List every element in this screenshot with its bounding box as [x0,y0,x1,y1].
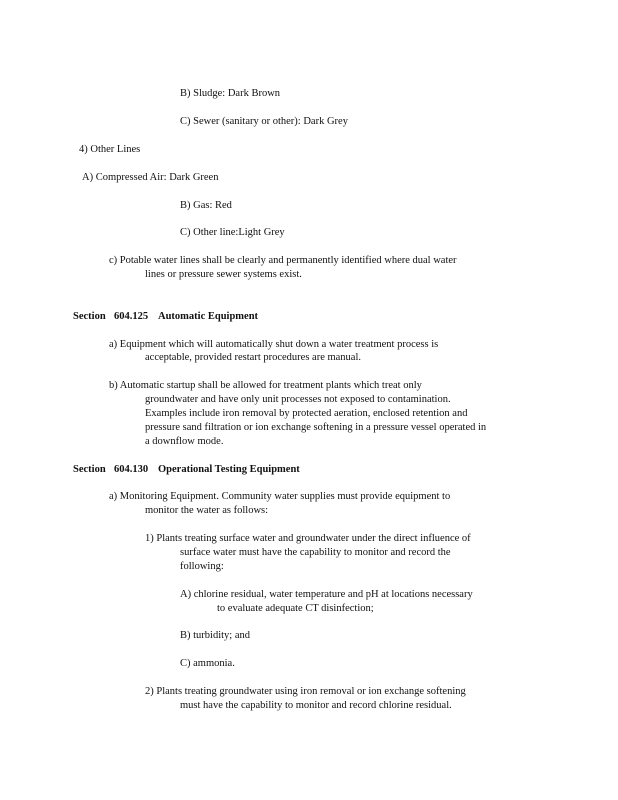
text-line: to evaluate adequate CT disinfection; [217,603,374,614]
text-line: C) Other line:Light Grey [180,227,285,238]
section-label: Section [73,311,106,322]
text-line: C) Sewer (sanitary or other): Dark Grey [180,116,348,127]
text-line: pressure sand filtration or ion exchange softening in a pressure vessel operated in [145,422,487,433]
text-line: A) Compressed Air: Dark Green [82,172,219,183]
text-line: b) Automatic startup shall be allowed for treatment plants which treat only [109,380,422,391]
text-line: groundwater and have only unit processes not exposed to contamination. [145,394,451,405]
text-line: surface water must have the capability to monitor and record the [180,547,451,558]
text-line: 4) Other Lines [79,144,141,155]
text-line: lines or pressure sewer systems exist. [145,269,302,280]
text-line: following: [180,561,224,572]
text-line: B) Sludge: Dark Brown [180,88,281,99]
text-line: C) ammonia. [180,658,235,669]
text-line: B) Gas: Red [180,200,232,211]
section-number: 604.130 [114,464,149,475]
text-line: must have the capability to monitor and record chlorine residual. [180,700,452,711]
text-line: a) Monitoring Equipment. Community water supplies must provide equipment to [109,491,451,502]
text-line: a) Equipment which will automatically shut down a water treatment process is [109,339,439,350]
section-label: Section [73,464,106,475]
text-line: Examples include iron removal by protected aeration, enclosed retention and [145,408,468,419]
text-line: 1) Plants treating surface water and groundwater under the direct influence of [145,533,471,544]
text-line: 2) Plants treating groundwater using iron removal or ion exchange softening [145,686,466,697]
text-line: a downflow mode. [145,436,224,447]
section-title: Operational Testing Equipment [158,464,300,475]
text-line: A) chlorine residual, water temperature and pH at locations necessary [180,589,473,600]
section-title: Automatic Equipment [158,311,259,322]
text-line: B) turbidity; and [180,630,250,641]
text-line: c) Potable water lines shall be clearly and permanently identified where dual water [109,255,457,266]
section-number: 604.125 [114,311,149,322]
text-line: monitor the water as follows: [145,505,269,516]
text-line: acceptable, provided restart procedures are manual. [145,352,362,363]
